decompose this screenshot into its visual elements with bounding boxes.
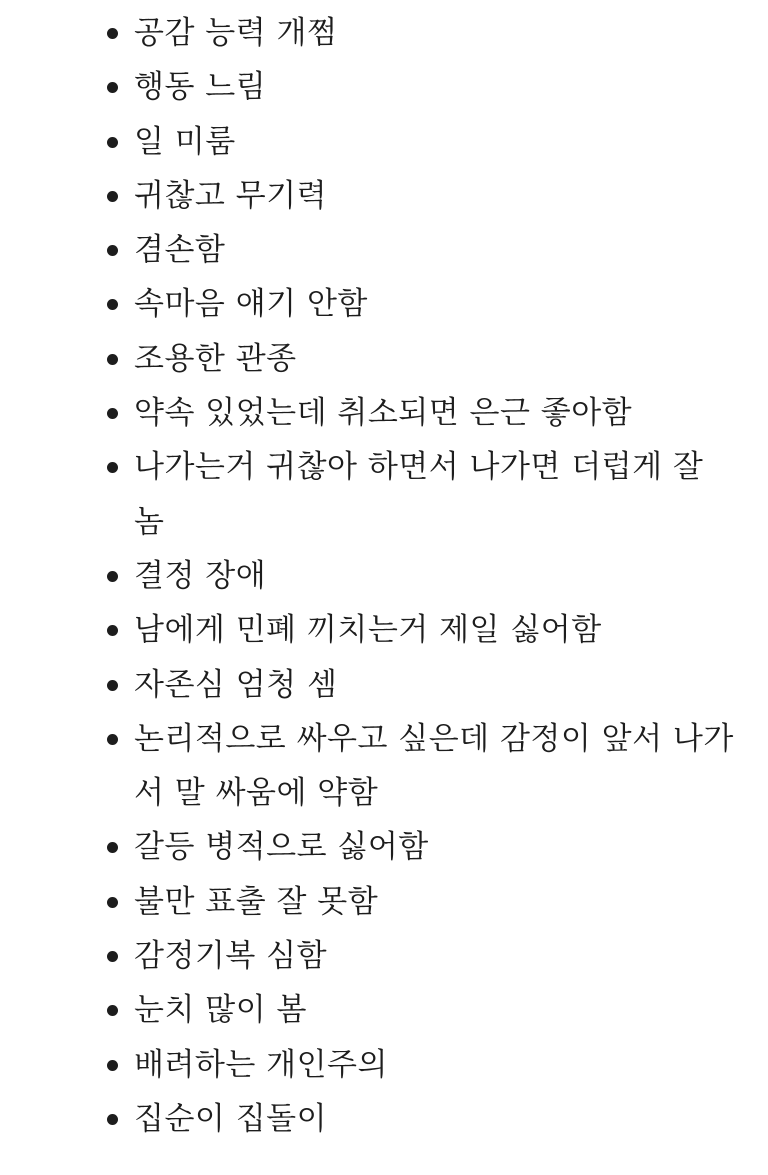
list-item: [100, 223, 740, 277]
list-item-text: 남에게 민폐 끼치는거 제일 싫어함: [134, 612, 602, 649]
bullet-icon: [107, 1005, 118, 1016]
list-item-text: 감정기복 심함: [134, 938, 328, 975]
list-item: [100, 386, 740, 440]
list-item-text: 자존심 엄청 셈: [134, 666, 338, 703]
list-item-text: 갈등 병적으로 싫어함: [134, 829, 429, 866]
list-item: [100, 440, 740, 549]
list-item: [100, 277, 740, 331]
list-item: [100, 115, 740, 169]
bullet-icon: [107, 625, 118, 636]
list-item-text: 배려하는 개인주의: [134, 1046, 388, 1083]
list-item: [100, 1038, 740, 1092]
list-item: [100, 875, 740, 929]
bullet-icon: [107, 571, 118, 582]
bullet-icon: [107, 462, 118, 473]
bullet-icon: [107, 897, 118, 908]
list-item-text: 논리적으로 싸우고 싶은데 감정이 앞서 나가서 말 싸움에 약함: [134, 720, 734, 812]
list-item: [100, 658, 740, 712]
bullet-icon: [107, 354, 118, 365]
list-item: [100, 820, 740, 874]
list-item-text: 조용한 관종: [134, 340, 297, 377]
bullet-icon: [107, 28, 118, 39]
bullet-icon: [107, 734, 118, 745]
list-item-text: 귀찮고 무기력: [134, 177, 328, 214]
list-item: [100, 549, 740, 603]
bullet-icon: [107, 299, 118, 310]
list-item: [100, 60, 740, 114]
list-item-text: 약속 있었는데 취소되면 은근 좋아함: [134, 395, 633, 432]
list-item-text: 공감 능력 개쩜: [134, 15, 338, 51]
list-item-text: 행동 느림: [134, 69, 267, 106]
list-item-text: 집순이 집돌이: [134, 1100, 328, 1137]
bullet-icon: [107, 245, 118, 256]
bullet-icon: [107, 1114, 118, 1125]
list-item: [100, 1092, 740, 1146]
list-item-text: 결정 장애: [134, 557, 267, 594]
list-item: [100, 712, 740, 821]
list-item: [100, 603, 740, 657]
bullet-icon: [107, 842, 118, 853]
list-item-text: 일 미룸: [134, 123, 236, 160]
list-item: [100, 929, 740, 983]
list-item-text: 겸손함: [134, 232, 226, 269]
bullet-icon: [107, 82, 118, 93]
bullet-icon: [107, 408, 118, 419]
list-item: [100, 6, 740, 60]
list-item-text: 불만 표출 잘 못함: [134, 883, 379, 920]
list-item-text: 나가는거 귀찮아 하면서 나가면 더럽게 잘 놈: [134, 449, 704, 540]
list-item: [100, 983, 740, 1037]
list-item-text: 속마음 얘기 안함: [134, 286, 368, 323]
list-item: [100, 169, 740, 223]
bullet-icon: [107, 951, 118, 962]
list-item-text: 눈치 많이 봄: [134, 992, 307, 1029]
bullet-icon: [107, 680, 118, 691]
bullet-icon: [107, 1060, 118, 1071]
trait-list: [100, 6, 740, 1146]
bullet-icon: [107, 191, 118, 202]
bullet-icon: [107, 137, 118, 148]
list-item: [100, 332, 740, 386]
